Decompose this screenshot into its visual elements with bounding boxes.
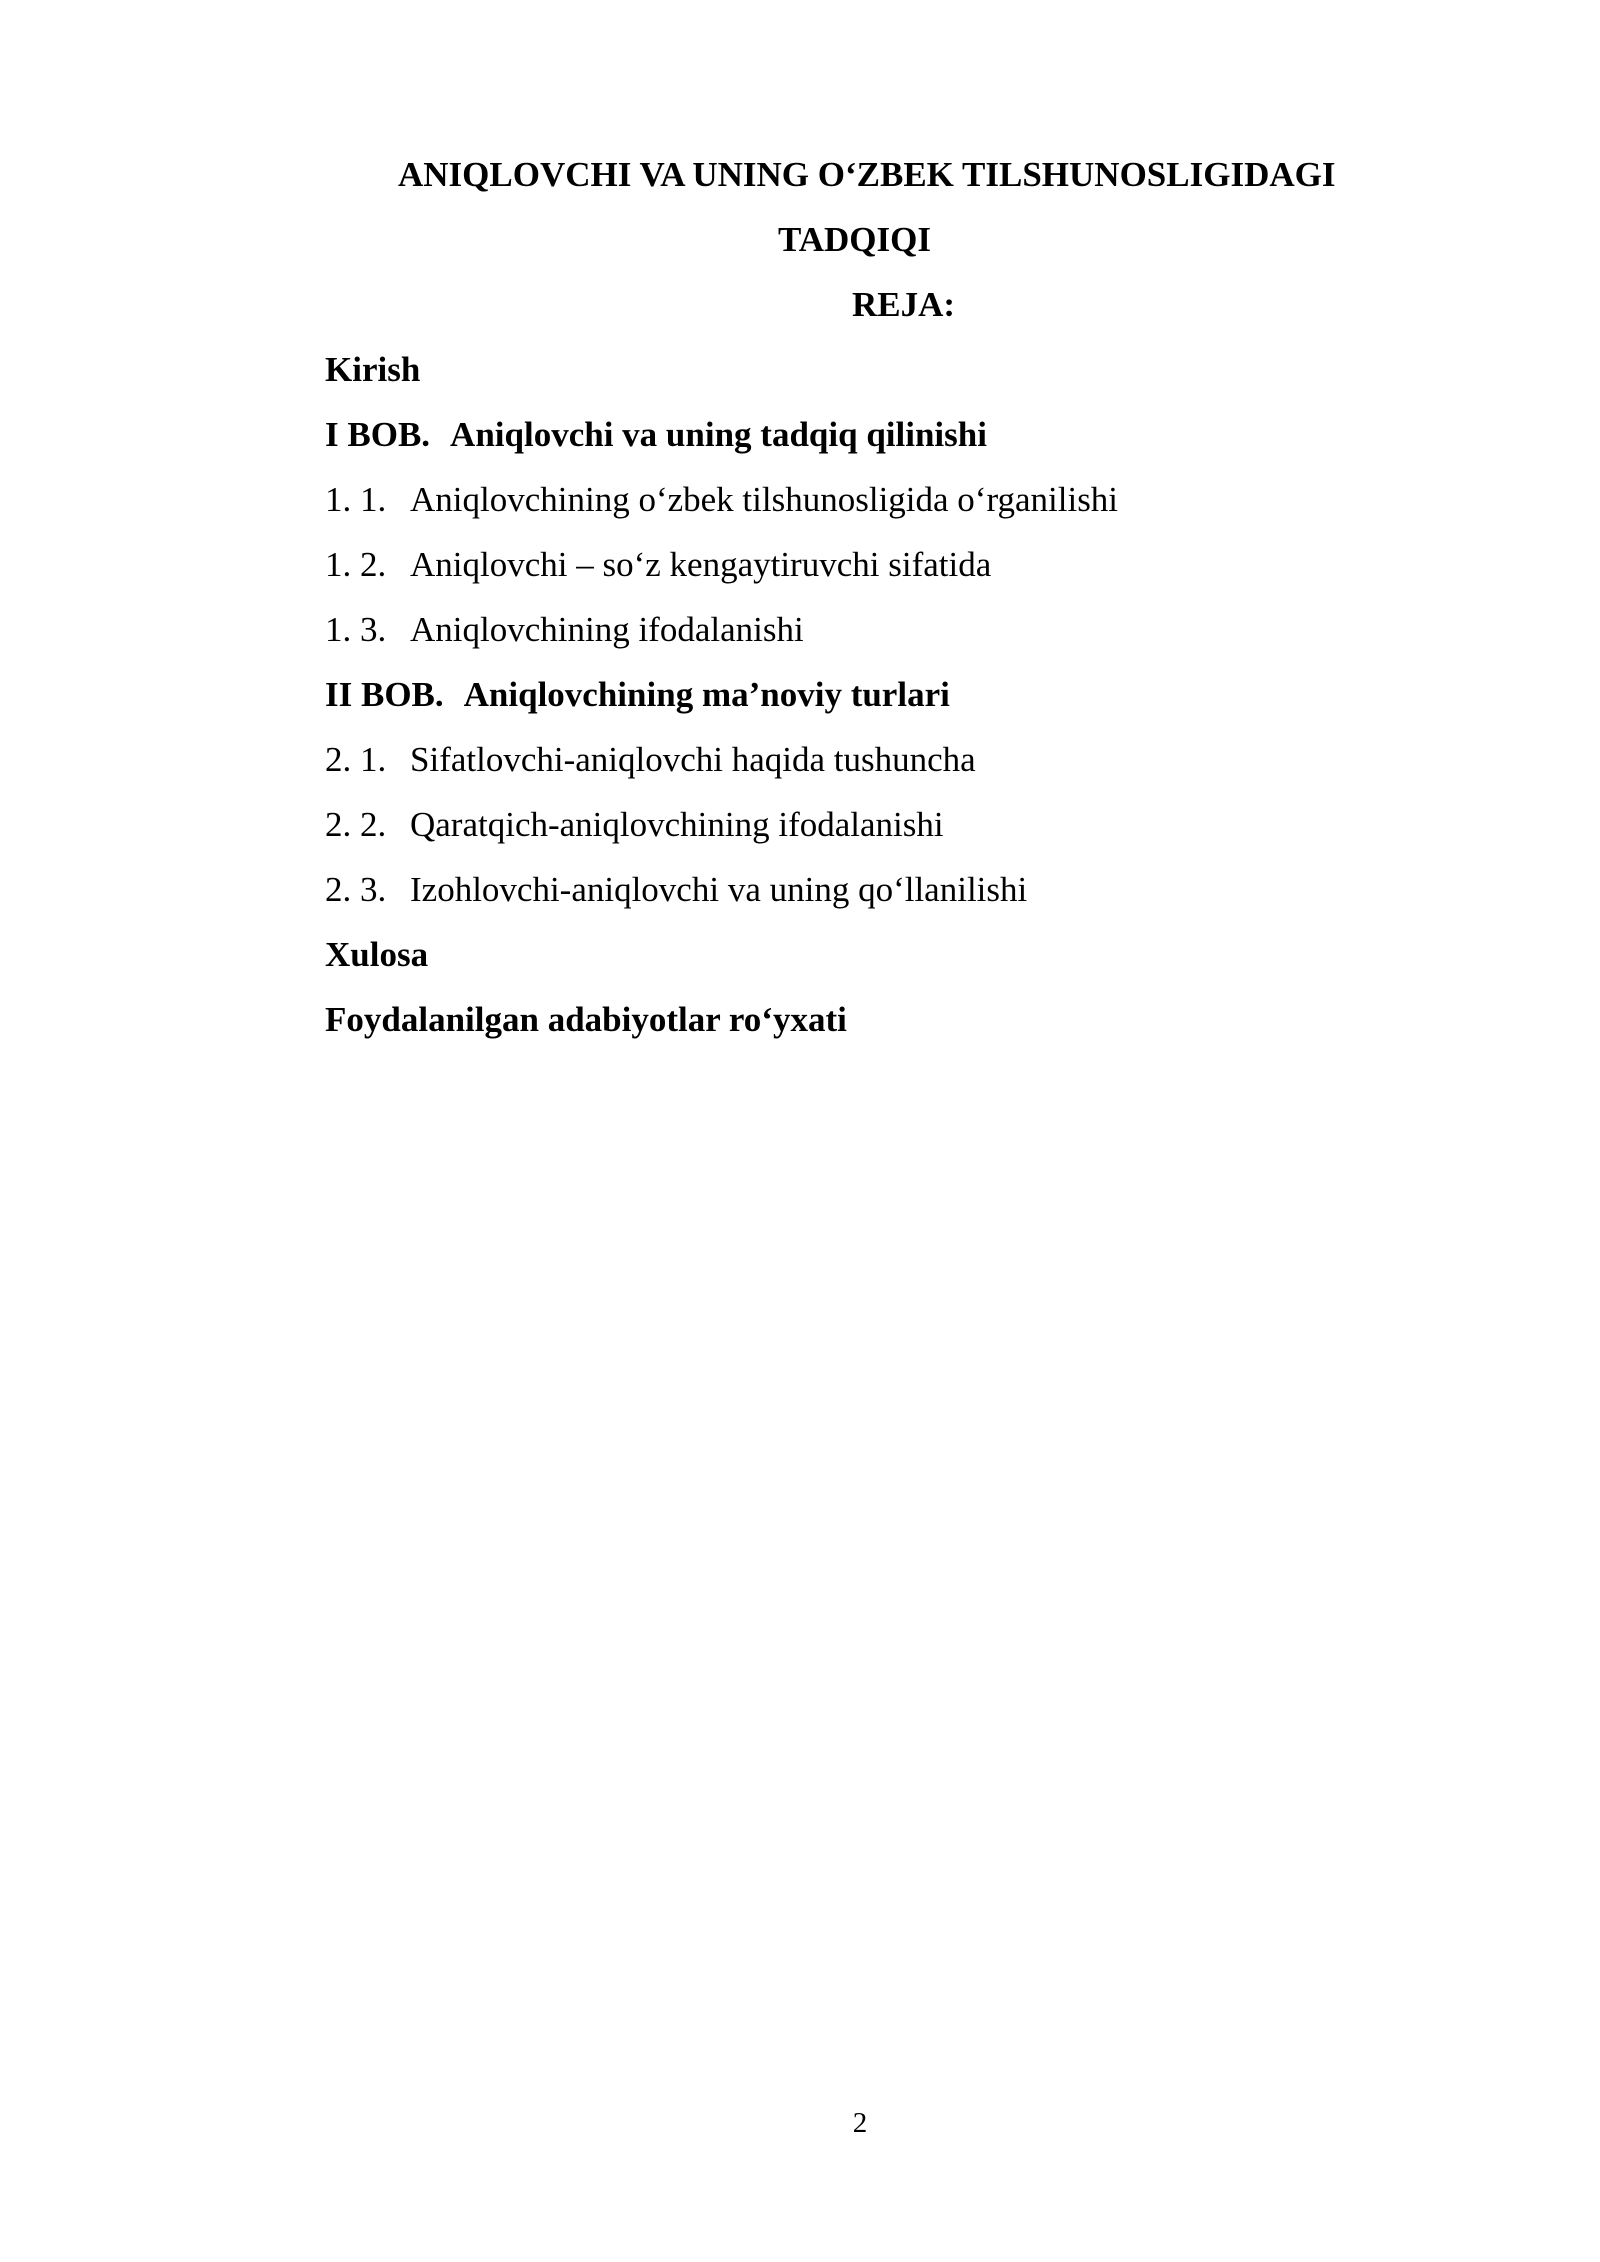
- toc-section-number: 1. 1.: [325, 480, 387, 519]
- toc-section-2-2: [325, 805, 1118, 870]
- table-of-contents: [325, 350, 1118, 1065]
- toc-section-1-2: [325, 545, 1118, 610]
- toc-section-title: Aniqlovchining o‘zbek tilshunosligida o‘rganilishi: [410, 480, 1119, 519]
- toc-item-text: Foydalanilgan adabiyotlar ro‘yxati: [325, 1000, 847, 1039]
- toc-chapter-title: Aniqlovchining ma’noviy turlari: [463, 675, 950, 714]
- toc-item-bibliography: [325, 1000, 1118, 1065]
- toc-section-title: Sifatlovchi-aniqlovchi haqida tushuncha: [410, 740, 976, 779]
- toc-chapter-number: II BOB.: [325, 675, 444, 714]
- toc-item-kirish: [325, 350, 1118, 415]
- toc-section-number: 2. 1.: [325, 740, 387, 779]
- toc-section-number: 2. 2.: [325, 805, 387, 844]
- page-number: 2: [852, 2107, 868, 2139]
- toc-section-number: 1. 2.: [325, 545, 387, 584]
- toc-item-xulosa: [325, 935, 1118, 1000]
- toc-chapter-number: I BOB.: [325, 415, 431, 454]
- toc-section-1-1: [325, 480, 1118, 545]
- toc-item-text: Kirish: [325, 350, 421, 389]
- plan-heading: REJA:: [852, 285, 956, 324]
- toc-section-title: Izohlovchi-aniqlovchi va uning qo‘llanilishi: [410, 870, 1028, 909]
- toc-section-1-3: [325, 610, 1118, 675]
- toc-section-title: Aniqlovchining ifodalanishi: [410, 610, 804, 649]
- toc-item-text: Xulosa: [325, 935, 429, 974]
- toc-section-number: 2. 3.: [325, 870, 387, 909]
- document-title-line-1: ANIQLOVCHI VA UNING O‘ZBEK TILSHUNOSLIGIDAGI: [398, 155, 1336, 194]
- toc-section-2-1: [325, 740, 1118, 805]
- toc-chapter-1: [325, 415, 1118, 480]
- toc-section-number: 1. 3.: [325, 610, 387, 649]
- toc-section-title: Aniqlovchi – so‘z kengaytiruvchi sifatida: [410, 545, 992, 584]
- toc-section-title: Qaratqich-aniqlovchining ifodalanishi: [410, 805, 944, 844]
- toc-chapter-2: [325, 675, 1118, 740]
- document-title-line-2: TADQIQI: [778, 220, 931, 259]
- toc-section-2-3: [325, 870, 1118, 935]
- toc-chapter-title: Aniqlovchi va uning tadqiq qilinishi: [450, 415, 987, 454]
